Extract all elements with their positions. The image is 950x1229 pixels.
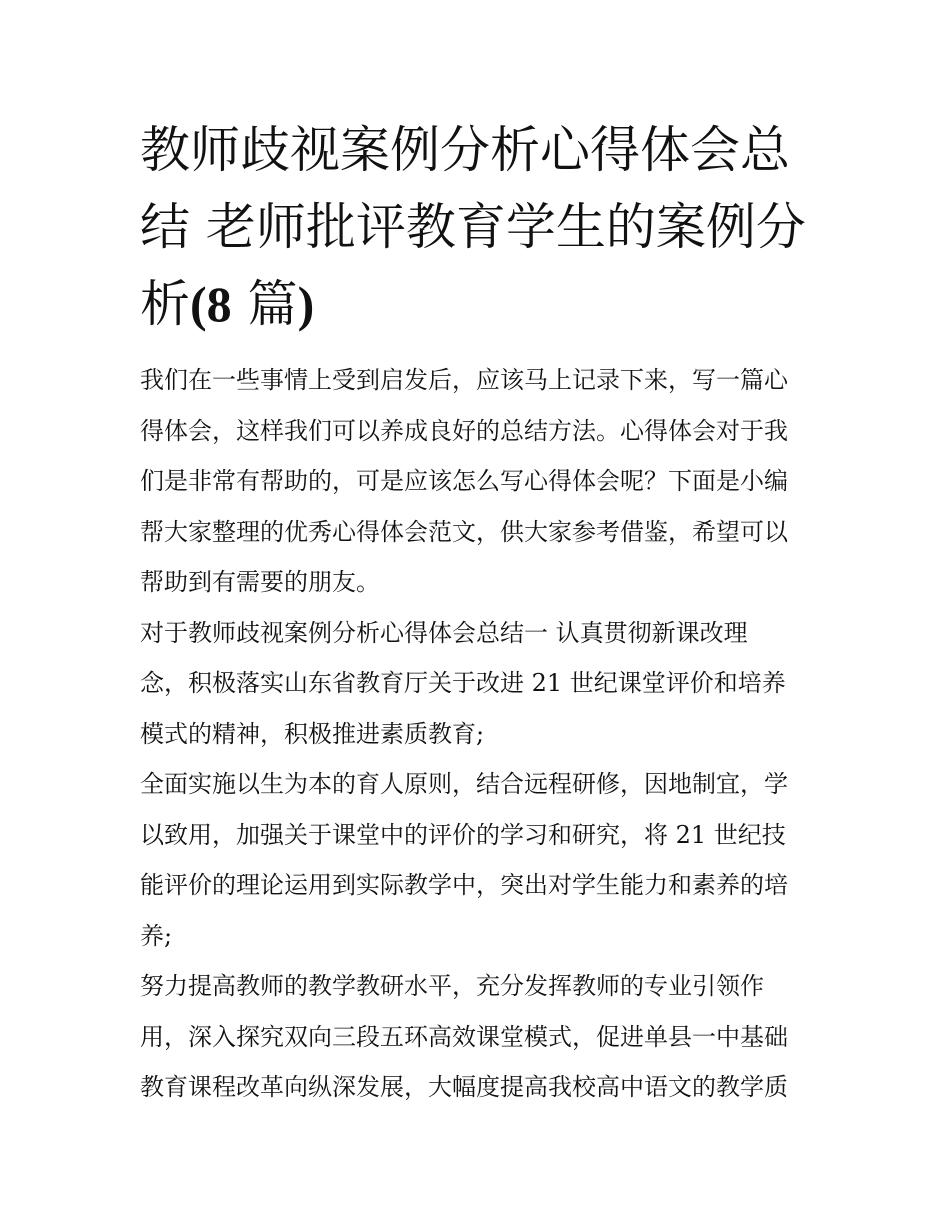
paragraph-improvement (140, 961, 820, 1113)
text-line: 努力提高教师的教学教研水平，充分发挥教师的专业引领作 (140, 972, 764, 1000)
title-line-3-end: ) (297, 276, 315, 332)
title-line-2: 结 老师批评教育学生的案例分 (140, 198, 806, 256)
text-line: 以致用，加强关于课堂中的评价的学习和研究，将 21 世纪技 (140, 820, 786, 849)
text-line: 帮大家整理的优秀心得体会范文，供大家参考借鉴，希望可以 (140, 517, 788, 546)
text-line: 能评价的理论运用到实际教学中，突出对学生能力和素养的培 (140, 871, 788, 899)
text-line: 全面实施以生为本的育人原则，结合远程研修，因地制宜，学 (140, 770, 788, 798)
text-line: 们是非常有帮助的，可是应该怎么写心得体会呢？下面是小编 (140, 467, 788, 495)
text-line: 用，深入探究双向三段五环高效课堂模式，促进单县一中基础 (140, 1022, 788, 1051)
text-line: 帮助到有需要的朋友。 (140, 568, 380, 596)
text-line: 念，积极落实山东省教育厅关于改进 21 世纪课堂评价和培养 (140, 669, 786, 697)
text-line: 得体会，这样我们可以养成良好的总结方法。心得体会对于我 (140, 416, 788, 445)
text-line: 教育课程改革向纵深发展，大幅度提高我校高中语文的教学质 (140, 1073, 788, 1101)
title-line-3-count: (8 (190, 276, 232, 332)
text-line: 我们在一些事情上受到启发后，应该马上记录下来，写一篇心 (140, 366, 788, 394)
title-line-3-start: 析 (140, 275, 190, 333)
text-line: 养; (140, 921, 173, 950)
title-line-3-unit: 篇 (231, 275, 298, 333)
paragraph-intro (140, 355, 820, 608)
document-body (140, 355, 820, 1113)
text-line: 对于教师歧视案例分析心得体会总结一 认真贯彻新课改理 (140, 618, 748, 647)
document-title (140, 112, 820, 343)
paragraph-summary-one (140, 608, 820, 760)
text-line: 模式的精神，积极推进素质教育; (140, 719, 485, 748)
paragraph-implementation (140, 759, 820, 961)
title-line-1: 教师歧视案例分析心得体会总 (140, 121, 790, 179)
